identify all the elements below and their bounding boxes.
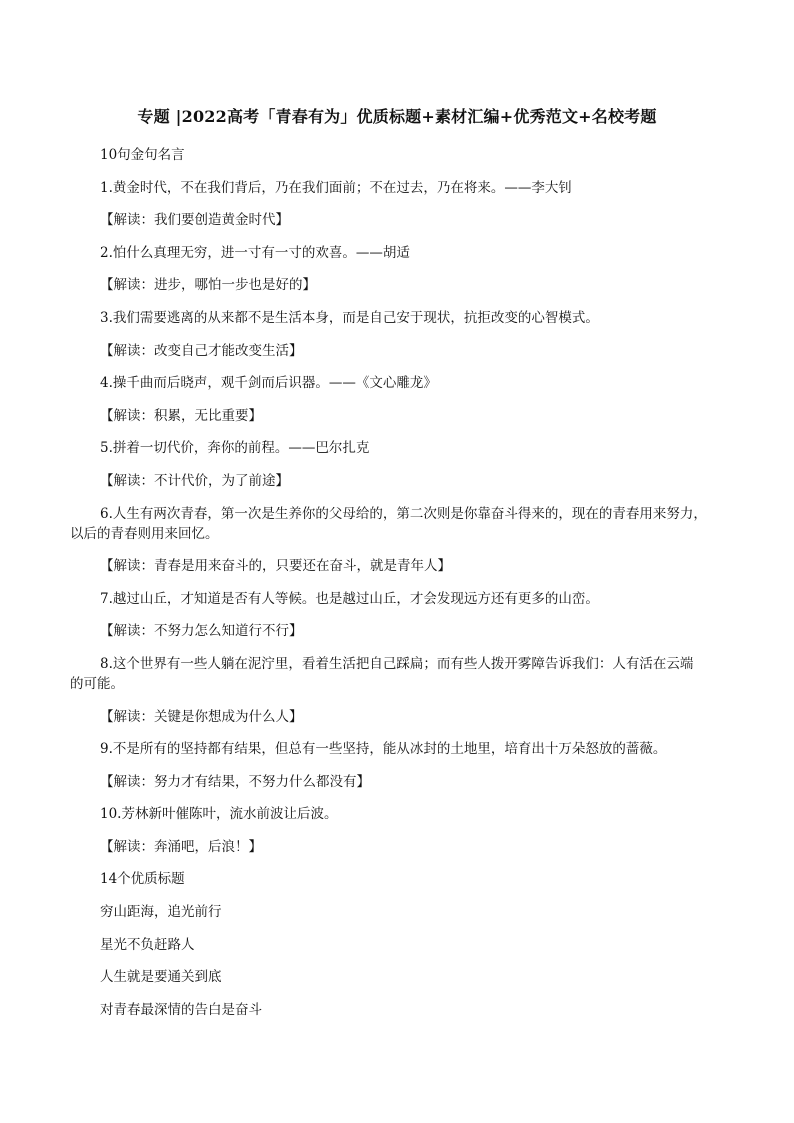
title-item: 人生就是要通关到底 [100, 969, 222, 986]
quote-item-line1: 6.人生有两次青春，第一次是生养你的父母给的，第二次则是你靠奋斗得来的，现在的青春用来努力， [100, 505, 707, 522]
quote-item: 5.拼着一切代价，奔你的前程。——巴尔扎克 [100, 440, 370, 457]
quote-interpretation: 【解读：不计代价，为了前途】 [100, 472, 289, 489]
document-title: 专题 |2022高考「青春有为」优质标题+素材汇编+优秀范文+名校考题 [137, 107, 657, 126]
quote-item-line1: 8.这个世界有一些人躺在泥泞里，看着生活把自己踩扁；而有些人拨开雾障告诉我们：人有活在云端 [100, 655, 694, 672]
quote-interpretation: 【解读：青春是用来奋斗的，只要还在奋斗，就是青年人】 [100, 558, 451, 575]
quote-item: 1.黄金时代，不在我们背后，乃在我们面前；不在过去，乃在将来。——李大钊 [100, 179, 572, 196]
quote-interpretation: 【解读：不努力怎么知道行不行】 [100, 623, 303, 640]
title-item: 穷山距海，追光前行 [100, 904, 222, 921]
quote-interpretation: 【解读：努力才有结果，不努力什么都没有】 [100, 773, 370, 790]
section-heading-titles: 14个优质标题 [100, 871, 185, 888]
quote-interpretation: 【解读：我们要创造黄金时代】 [100, 212, 289, 229]
quote-item: 2.怕什么真理无穷，进一寸有一寸的欢喜。——胡适 [100, 244, 410, 261]
quote-item: 4.操千曲而后晓声，观千剑而后识器。——《文心雕龙》 [100, 375, 437, 392]
quote-item: 9.不是所有的坚持都有结果，但总有一些坚持，能从冰封的土地里，培育出十万朵怒放的蔷薇。 [100, 741, 667, 758]
section-heading-quotes: 10句金句名言 [100, 147, 185, 163]
quote-interpretation: 【解读：改变自己才能改变生活】 [100, 342, 303, 359]
title-item: 星光不负赶路人 [100, 936, 195, 953]
document-body [70, 145, 740, 1032]
quote-interpretation: 【解读：奔涌吧，后浪！】 [100, 838, 262, 855]
quote-interpretation: 【解读：积累，无比重要】 [100, 407, 262, 424]
quote-item: 3.我们需要逃离的从来都不是生活本身，而是自己安于现状，抗拒改变的心智模式。 [100, 309, 599, 326]
quote-item: 10.芳林新叶催陈叶，流水前波让后波。 [100, 806, 338, 823]
quote-interpretation: 【解读：进步，哪怕一步也是好的】 [100, 277, 316, 294]
quote-item-line2: 的可能。 [70, 675, 124, 692]
quote-item: 7.越过山丘，才知道是否有人等候。也是越过山丘，才会发现远方还有更多的山峦。 [100, 590, 599, 607]
quote-item-line2: 以后的青春则用来回忆。 [70, 525, 219, 542]
title-item: 对青春最深情的告白是奋斗 [100, 1001, 262, 1018]
quote-interpretation: 【解读：关键是你想成为什么人】 [100, 708, 303, 725]
